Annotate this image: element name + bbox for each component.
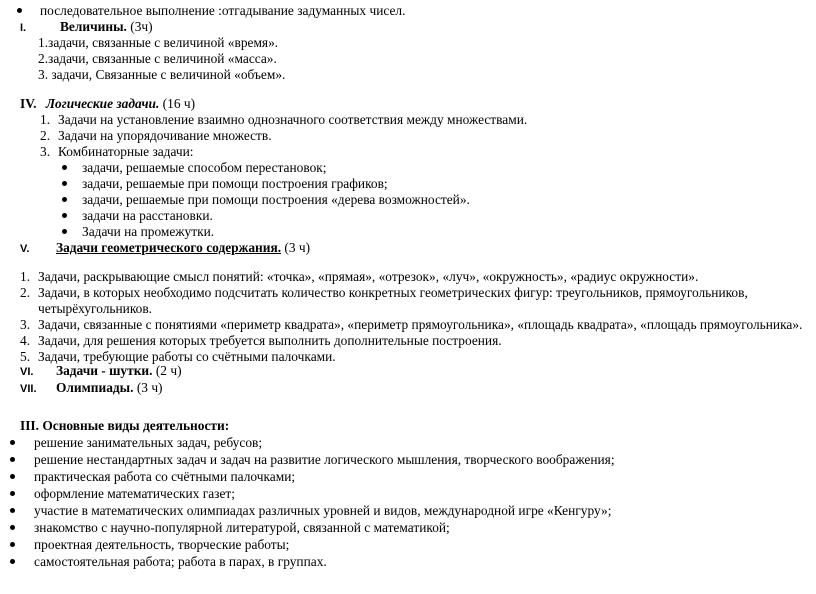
bullet-icon (10, 508, 15, 513)
activity-list-item: участие в математических олимпиадах различных уровней и видов, международной игре «Кенгуру»; (10, 503, 611, 519)
section4-item-text: Задачи на установление взаимно однозначного соответствия между множествами. (58, 112, 528, 127)
section5-item-num: 4. (20, 333, 31, 348)
sub-list-item: задачи, решаемые при помощи построения «дерева возможностей». (62, 192, 470, 208)
bullet-icon (10, 542, 15, 547)
section5-num: V. (20, 243, 30, 255)
activity-list-item: практическая работа со счётными палочками; (10, 469, 295, 485)
sub-list-item: задачи, решаемые при помощи построения графиков; (62, 176, 388, 192)
bullet-icon (62, 165, 67, 170)
section5-item-text: Задачи, раскрывающие смысл понятий: «точка», «прямая», «отрезок», «луч», «окружность», «радиус окружности». (38, 269, 699, 284)
section1-item: 1.задачи, связанные с величиной «время». (38, 35, 279, 50)
section5-item-text: Задачи, связанные с понятиями «периметр квадрата», «периметр прямоугольника», «площадь квадрата», «площадь прямоугольника». (38, 317, 803, 332)
section4-item-text: Комбинаторные задачи: (58, 144, 194, 159)
section1-hours: (3ч) (126, 19, 153, 34)
section5-item-num: 1. (20, 269, 31, 284)
section5-item-num: 2. (20, 285, 31, 300)
section1-item: 3. задачи, Связанные с величиной «объем». (38, 67, 286, 82)
bullet-icon (10, 440, 15, 445)
activity-list-item: самостоятельная работа; работа в парах, в группах. (10, 554, 327, 570)
section5-item-num: 5. (20, 349, 31, 364)
section4-item-num: 3. (40, 144, 51, 159)
section4-heading (20, 96, 195, 112)
bullet-icon (10, 525, 15, 530)
bullet-icon (62, 229, 67, 234)
activities-heading: III. Основные виды деятельности: (20, 418, 230, 433)
section6-heading (56, 363, 182, 379)
activity-list-item: оформление математических газет; (10, 486, 235, 502)
section1-num: I. (20, 22, 27, 34)
section5-item-text: Задачи, требующие работы со счётными палочками. (38, 349, 336, 364)
section6-title: Задачи - шутки. (56, 363, 153, 378)
section4-item-num: 2. (40, 128, 51, 143)
section7-hours: (3 ч) (133, 380, 163, 395)
bullet-icon (10, 559, 15, 564)
section7-num: VII. (20, 383, 37, 395)
section4-num: IV. (20, 96, 37, 111)
section7-heading (56, 380, 163, 396)
section1-title: Величины. (60, 19, 127, 34)
section5-item-text: Задачи, в которых необходимо подсчитать количество конкретных геометрических фигур: треугольников, прямоугольников, (38, 285, 748, 300)
section4-title: Логические задачи. (45, 96, 160, 111)
top-item-text: последовательное выполнение :отгадывание задуманных чисел. (40, 3, 406, 18)
section4-item-num: 1. (40, 112, 51, 127)
bullet-icon (10, 491, 15, 496)
activity-list-item: знакомство с научно-популярной литературой, связанной с математикой; (10, 520, 450, 536)
bullet-icon (10, 474, 15, 479)
bullet-icon (62, 213, 67, 218)
sub-list-item: задачи, решаемые способом перестановок; (62, 160, 327, 176)
bullet-icon (14, 3, 24, 19)
section4-item-text: Задачи на упорядочивание множеств. (58, 128, 272, 143)
section6-num: VI. (20, 366, 34, 378)
bullet-icon (10, 457, 15, 462)
section6-hours: (2 ч) (152, 363, 182, 378)
bullet-icon (62, 197, 67, 202)
section5-hours: (3 ч) (281, 240, 311, 255)
activity-list-item: решение занимательных задач, ребусов; (10, 435, 262, 451)
section5-item-text: Задачи, для решения которых требуется выполнить дополнительные построения. (38, 333, 502, 348)
section1-item: 2.задачи, связанные с величиной «масса». (38, 51, 277, 66)
section5-item-text: четырёхугольников. (38, 301, 153, 316)
section1-heading (60, 19, 153, 35)
section5-heading (56, 240, 310, 256)
activity-list-item: решение нестандартных задач и задач на развитие логического мышления, творческого воображения; (10, 452, 615, 468)
section7-title: Олимпиады. (56, 380, 134, 395)
section4-hours: (16 ч) (159, 96, 196, 111)
bullet-icon (62, 181, 67, 186)
activity-list-item: проектная деятельность, творческие работы; (10, 537, 289, 553)
sub-list-item: задачи на расстановки. (62, 208, 213, 224)
section5-item-num: 3. (20, 317, 31, 332)
section5-title: Задачи геометрического содержания. (56, 240, 282, 255)
sub-list-item: Задачи на промежутки. (62, 224, 214, 240)
